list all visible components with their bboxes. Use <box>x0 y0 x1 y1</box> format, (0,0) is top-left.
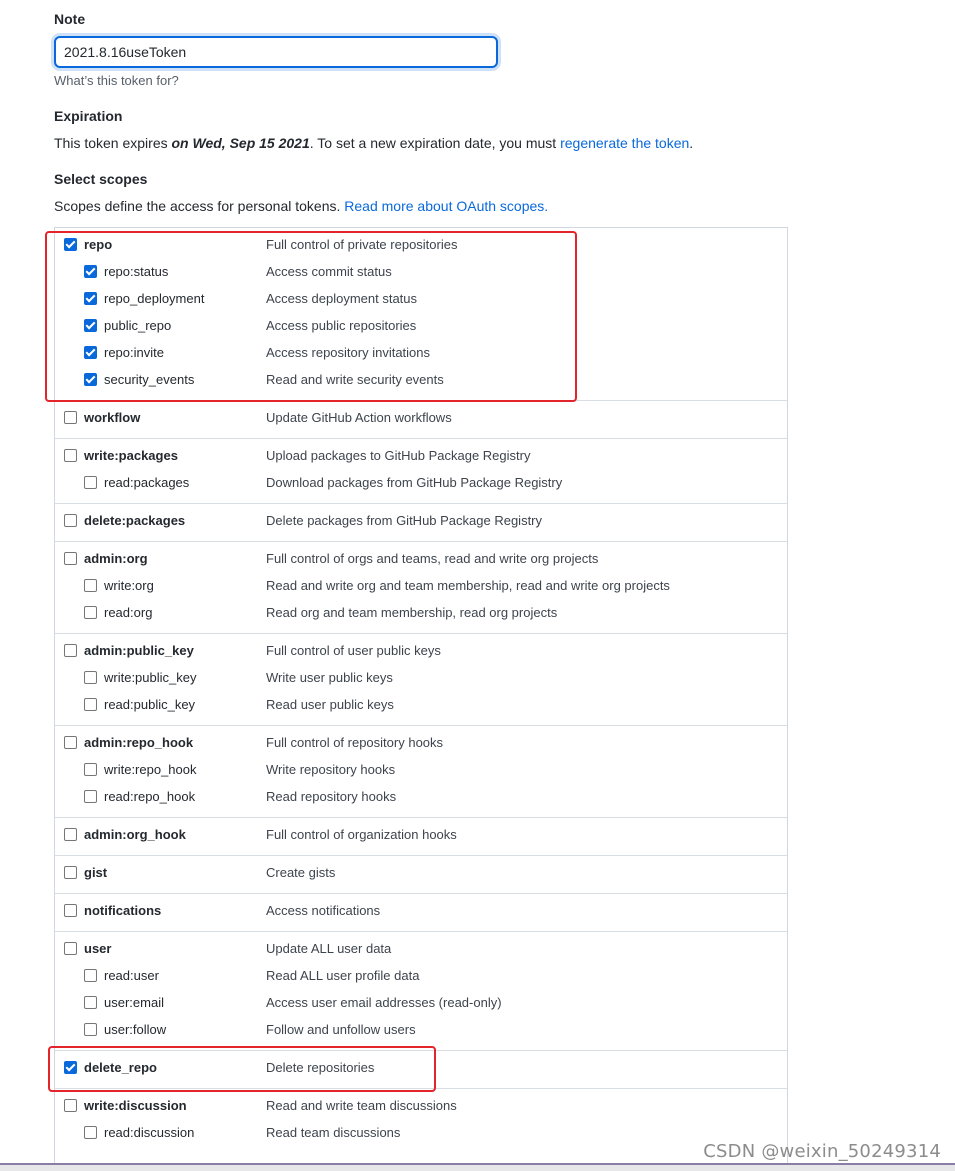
scope-description: Read and write team discussions <box>266 1098 457 1113</box>
scope-parent-row[interactable] <box>55 233 787 260</box>
scope-parent-row[interactable] <box>55 444 787 471</box>
scope-group-admin-org <box>55 541 787 634</box>
unchecked-checkbox[interactable] <box>84 790 97 803</box>
scope-description: Full control of repository hooks <box>266 735 444 750</box>
scope-group-repo <box>55 228 787 400</box>
unchecked-checkbox[interactable] <box>64 1099 77 1112</box>
scope-name[interactable]: admin:public_key <box>84 643 194 658</box>
scope-name[interactable]: user:follow <box>104 1022 167 1037</box>
expiration-date: on Wed, Sep 15 2021 <box>171 135 310 151</box>
scope-parent-row[interactable] <box>55 1056 787 1083</box>
scopes-description-text: Scopes define the access for personal tokens. <box>54 198 345 214</box>
scope-group-write-discussion <box>55 1088 787 1154</box>
scope-parent-row[interactable] <box>55 547 787 574</box>
expiration-text-middle: . To set a new expiration date, you must <box>309 135 561 151</box>
checked-checkbox[interactable] <box>84 292 97 305</box>
scope-child-row[interactable] <box>55 666 787 693</box>
scope-name[interactable]: public_repo <box>104 318 172 333</box>
scope-description: Download packages from GitHub Package Registry <box>266 475 563 490</box>
scope-name[interactable]: workflow <box>84 410 141 425</box>
scope-name[interactable]: read:discussion <box>104 1125 195 1140</box>
scope-description: Read org and team membership, read org projects <box>266 605 558 620</box>
scope-group-workflow <box>55 400 787 439</box>
scope-group-admin-repo-hook <box>55 725 787 818</box>
unchecked-checkbox[interactable] <box>64 866 77 879</box>
scope-name[interactable]: security_events <box>104 372 195 387</box>
scope-name[interactable]: notifications <box>84 903 162 918</box>
checked-checkbox[interactable] <box>84 319 97 332</box>
unchecked-checkbox[interactable] <box>84 763 97 776</box>
expiration-text <box>54 135 693 151</box>
scope-name[interactable]: admin:repo_hook <box>84 735 194 750</box>
scope-description: Read and write org and team membership, read and write org projects <box>266 578 670 593</box>
unchecked-checkbox[interactable] <box>64 942 77 955</box>
scope-name[interactable]: repo <box>84 237 113 252</box>
note-label: Note <box>54 11 86 27</box>
checked-checkbox[interactable] <box>64 238 77 251</box>
scope-name[interactable]: admin:org <box>84 551 148 566</box>
unchecked-checkbox[interactable] <box>84 1023 97 1036</box>
scope-name[interactable]: read:repo_hook <box>104 789 196 804</box>
scopes-description <box>54 198 548 214</box>
scope-name[interactable]: user <box>84 941 112 956</box>
unchecked-checkbox[interactable] <box>84 969 97 982</box>
unchecked-checkbox[interactable] <box>64 449 77 462</box>
regenerate-token-link[interactable]: regenerate the token <box>560 135 690 151</box>
unchecked-checkbox[interactable] <box>64 411 77 424</box>
checked-checkbox[interactable] <box>84 373 97 386</box>
oauth-scopes-link[interactable]: Read more about OAuth scopes. <box>344 198 549 214</box>
scope-name[interactable]: read:user <box>104 968 159 983</box>
scope-parent-row[interactable] <box>55 937 787 964</box>
scope-description: Follow and unfollow users <box>266 1022 416 1037</box>
scope-description: Access deployment status <box>266 291 418 306</box>
scope-description: Access user email addresses (read-only) <box>266 995 502 1010</box>
scope-child-row[interactable] <box>55 471 787 498</box>
scope-name[interactable]: write:packages <box>84 448 178 463</box>
scope-description: Full control of user public keys <box>266 643 441 658</box>
note-input[interactable] <box>54 36 498 68</box>
scope-name[interactable]: write:public_key <box>104 670 197 685</box>
unchecked-checkbox[interactable] <box>64 644 77 657</box>
unchecked-checkbox[interactable] <box>84 671 97 684</box>
scope-child-row[interactable] <box>55 1121 787 1148</box>
expiration-text-after: . <box>689 135 694 151</box>
scope-name[interactable]: read:packages <box>104 475 190 490</box>
scope-child-row[interactable] <box>55 758 787 785</box>
unchecked-checkbox[interactable] <box>84 606 97 619</box>
scope-description: Full control of organization hooks <box>266 827 457 842</box>
scope-child-row[interactable] <box>55 1018 787 1045</box>
scope-child-row[interactable] <box>55 693 787 720</box>
scope-group-admin-public-key <box>55 633 787 726</box>
scope-name[interactable]: delete:packages <box>84 513 186 528</box>
scope-description: Read and write security events <box>266 372 444 387</box>
expiration-text-before: This token expires <box>54 135 172 151</box>
window-bottom-edge <box>0 1163 955 1171</box>
scope-description: Access repository invitations <box>266 345 431 360</box>
scope-parent-row[interactable] <box>55 639 787 666</box>
scope-name[interactable]: repo:status <box>104 264 169 279</box>
unchecked-checkbox[interactable] <box>64 552 77 565</box>
scope-description: Read user public keys <box>266 697 394 712</box>
scope-description: Access notifications <box>266 903 381 918</box>
scope-name[interactable]: admin:org_hook <box>84 827 186 842</box>
scope-description: Full control of orgs and teams, read and write org projects <box>266 551 599 566</box>
scope-group-user <box>55 931 787 1051</box>
scope-parent-row[interactable] <box>55 823 787 850</box>
scope-name[interactable]: write:org <box>104 578 154 593</box>
scope-group-delete-packages <box>55 503 787 542</box>
scope-name[interactable]: read:public_key <box>104 697 196 712</box>
scope-group-notifications <box>55 893 787 932</box>
scope-description: Update GitHub Action workflows <box>266 410 452 425</box>
scope-group-write-packages <box>55 438 787 504</box>
scope-child-row[interactable] <box>55 601 787 628</box>
scope-description: Delete repositories <box>266 1060 375 1075</box>
expiration-label: Expiration <box>54 108 123 124</box>
scope-name[interactable]: delete_repo <box>84 1060 157 1075</box>
scope-name[interactable]: read:org <box>104 605 153 620</box>
scope-description: Create gists <box>266 865 336 880</box>
scope-name[interactable]: write:discussion <box>84 1098 187 1113</box>
checked-checkbox[interactable] <box>64 1061 77 1074</box>
unchecked-checkbox[interactable] <box>64 736 77 749</box>
scope-description: Delete packages from GitHub Package Registry <box>266 513 543 528</box>
scopes-label: Select scopes <box>54 171 148 187</box>
scope-child-row[interactable] <box>55 287 787 314</box>
scope-group-gist <box>55 855 787 894</box>
scope-name[interactable]: repo_deployment <box>104 291 205 306</box>
scope-name[interactable]: gist <box>84 865 108 880</box>
scope-child-row[interactable] <box>55 574 787 601</box>
scopes-table <box>54 227 788 1171</box>
scope-parent-row[interactable] <box>55 406 787 433</box>
scope-child-row[interactable] <box>55 368 787 395</box>
scope-parent-row[interactable] <box>55 899 787 926</box>
checked-checkbox[interactable] <box>84 265 97 278</box>
scope-description: Write repository hooks <box>266 762 396 777</box>
scope-name[interactable]: user:email <box>104 995 164 1010</box>
scope-child-row[interactable] <box>55 964 787 991</box>
scope-parent-row[interactable] <box>55 509 787 536</box>
scope-description: Update ALL user data <box>266 941 392 956</box>
scope-child-row[interactable] <box>55 991 787 1018</box>
scope-name[interactable]: repo:invite <box>104 345 164 360</box>
unchecked-checkbox[interactable] <box>84 476 97 489</box>
scope-parent-row[interactable] <box>55 1094 787 1121</box>
checked-checkbox[interactable] <box>84 346 97 359</box>
scope-description: Access commit status <box>266 264 392 279</box>
unchecked-checkbox[interactable] <box>84 579 97 592</box>
scope-description: Access public repositories <box>266 318 417 333</box>
scope-description: Write user public keys <box>266 670 393 685</box>
scope-child-row[interactable] <box>55 260 787 287</box>
scope-description: Read ALL user profile data <box>266 968 420 983</box>
watermark: CSDN @weixin_50249314 <box>703 1141 941 1162</box>
scope-description: Read repository hooks <box>266 789 397 804</box>
scope-description: Full control of private repositories <box>266 237 458 252</box>
scope-group-admin-org-hook <box>55 817 787 856</box>
unchecked-checkbox[interactable] <box>84 1126 97 1139</box>
scope-description: Read team discussions <box>266 1125 401 1140</box>
unchecked-checkbox[interactable] <box>64 514 77 527</box>
unchecked-checkbox[interactable] <box>84 996 97 1009</box>
scope-group-delete-repo <box>55 1050 787 1089</box>
scope-parent-row[interactable] <box>55 731 787 758</box>
scope-description: Upload packages to GitHub Package Registry <box>266 448 531 463</box>
note-hint: What’s this token for? <box>54 73 179 88</box>
scope-child-row[interactable] <box>55 341 787 368</box>
scope-child-row[interactable] <box>55 785 787 812</box>
scope-child-row[interactable] <box>55 314 787 341</box>
scope-name[interactable]: write:repo_hook <box>104 762 197 777</box>
scope-parent-row[interactable] <box>55 861 787 888</box>
unchecked-checkbox[interactable] <box>64 904 77 917</box>
unchecked-checkbox[interactable] <box>64 828 77 841</box>
unchecked-checkbox[interactable] <box>84 698 97 711</box>
